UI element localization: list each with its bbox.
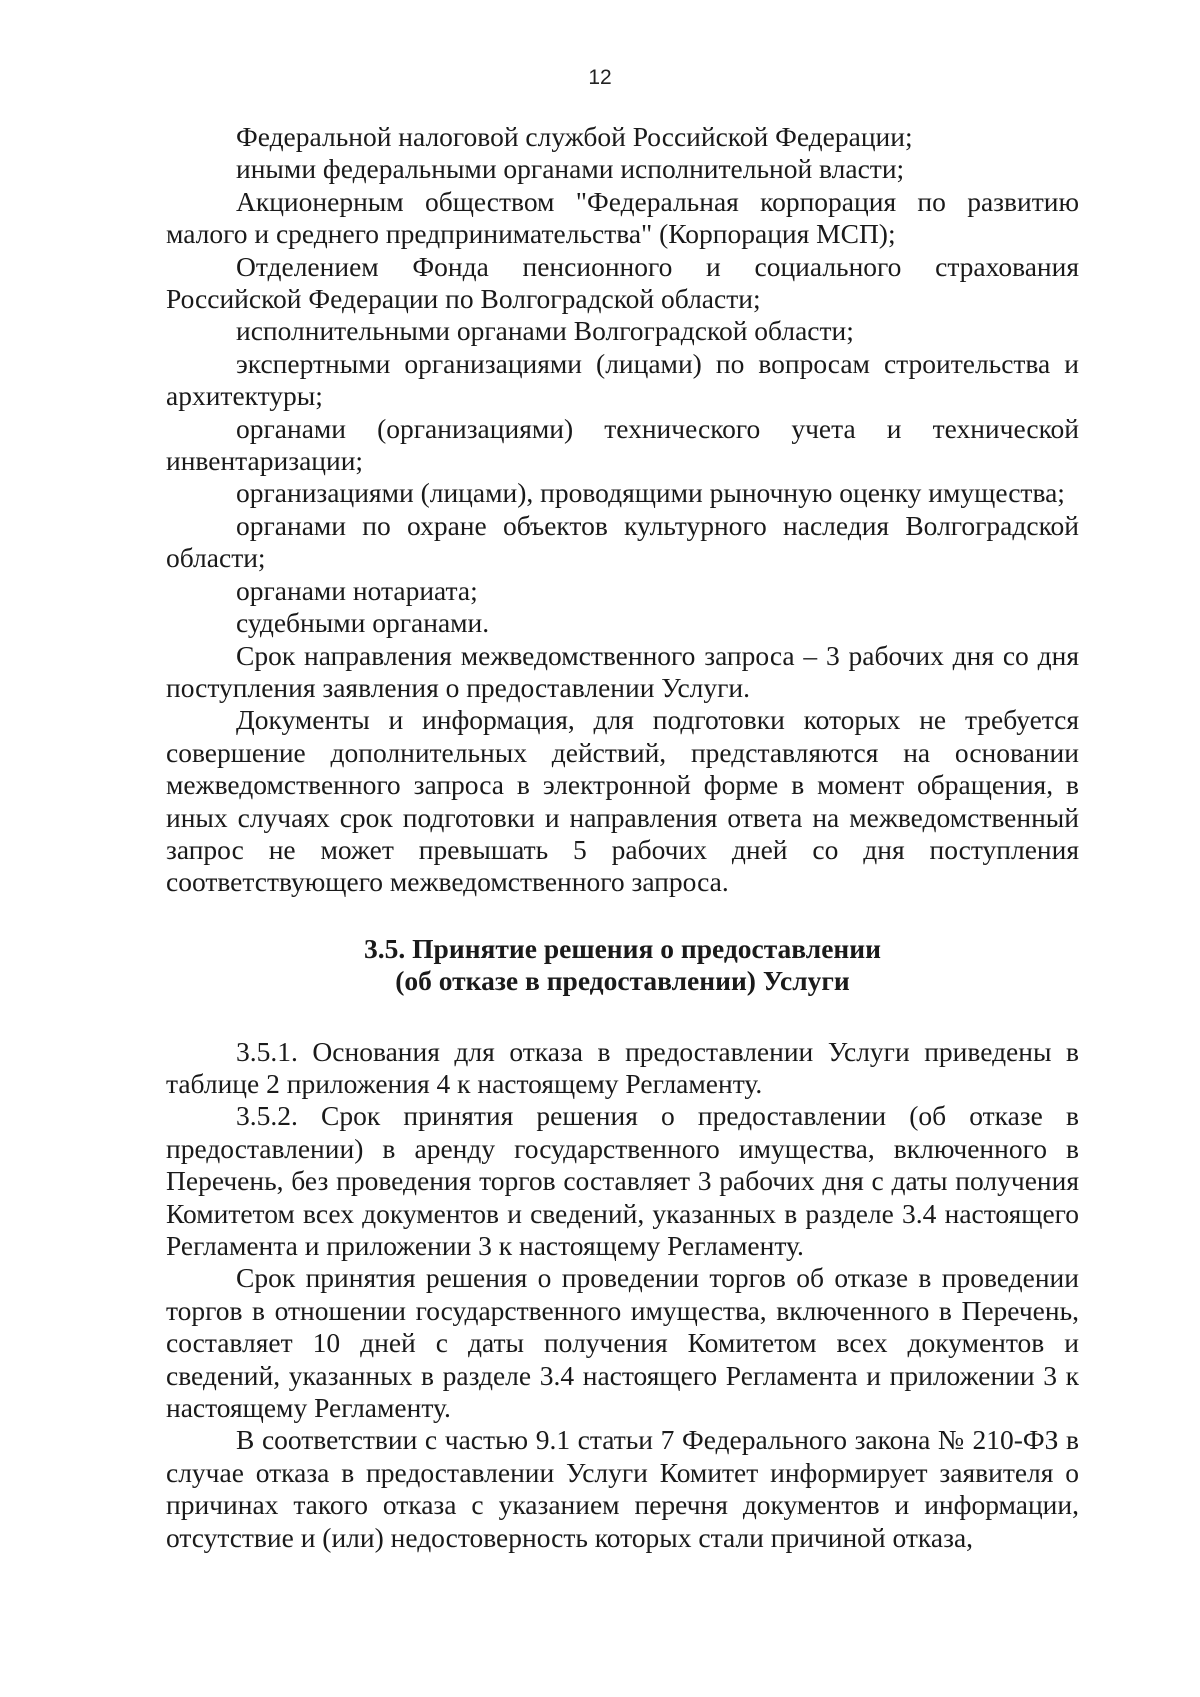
paragraph: органами (организациями) технического учета и технической инвентаризации; <box>166 412 1079 477</box>
paragraph: Федеральной налоговой службой Российской Федерации; <box>236 121 913 152</box>
paragraph: организациями (лицами), проводящими рыночную оценку имущества; <box>236 477 1065 509</box>
document-body <box>166 121 1079 1554</box>
paragraph: экспертными организациями (лицами) по вопросам строительства и архитектуры; <box>166 347 1079 412</box>
section-heading <box>166 933 1079 998</box>
section-title-line-1: 3.5. Принятие решения о предоставлении <box>364 932 881 964</box>
paragraph: Акционерным обществом "Федеральная корпорация по развитию малого и среднего предпринимательства" (Корпорация МСП); <box>166 185 1079 250</box>
paragraph: Документы и информация, для подготовки которых не требуется совершение дополнительных действий, представляются на основании межведомственного запроса в электронной форме в момент обращения, в иных случаях срок подготовки и направления ответа на межведомственный запрос не может превышать 5 рабочих дней со дня поступления соответствующего межведомственного запроса. <box>166 704 1079 898</box>
paragraph: Отделением Фонда пенсионного и социального страхования Российской Федерации по Волгоградской области; <box>166 250 1079 315</box>
paragraph: органами нотариата; <box>236 574 478 606</box>
paragraph: исполнительными органами Волгоградской области; <box>236 315 854 347</box>
paragraph: Срок направления межведомственного запроса – 3 рабочих дня со дня поступления заявления о предоставлении Услуги. <box>166 639 1079 703</box>
paragraph: Срок принятия решения о проведении торгов об отказе в проведении торгов в отношении государственного имущества, включенного в Перечень, составляет 10 дней с даты получения Комитетом всех документов и сведений, указанных в разделе 3.4 настоящего Регламента и приложении 3 к настоящему Регламенту. <box>166 1262 1079 1424</box>
paragraph: 3.5.1. Основания для отказа в предоставлении Услуги приведены в таблице 2 приложения 4 к настоящему Регламенту. <box>166 1035 1079 1099</box>
paragraph: судебными органами. <box>236 607 490 639</box>
paragraph: 3.5.2. Срок принятия решения о предоставлении (об отказе в предоставлении) в аренду государственного имущества, включенного в Перечень, без проведения торгов составляет 3 рабочих дня с даты получения Комитетом всех документов и сведений, указанных в разделе 3.4 настоящего Регламента и приложении 3 к настоящему Регламенту. <box>166 1100 1079 1261</box>
paragraph: В соответствии с частью 9.1 статьи 7 Федерального закона № 210-ФЗ в случае отказа в предоставлении Услуги Комитет информирует заявителя о причинах такого отказа с указанием перечня документов и информации, отсутствие и (или) недостоверность которых стали причиной отказа, <box>166 1424 1079 1553</box>
paragraph: иными федеральными органами исполнительной власти; <box>236 153 905 185</box>
page-number: 12 <box>588 66 612 89</box>
section-title-line-2: (об отказе в предоставлении) Услуги <box>395 965 850 997</box>
paragraph: органами по охране объектов культурного наследия Волгоградской области; <box>166 509 1079 574</box>
